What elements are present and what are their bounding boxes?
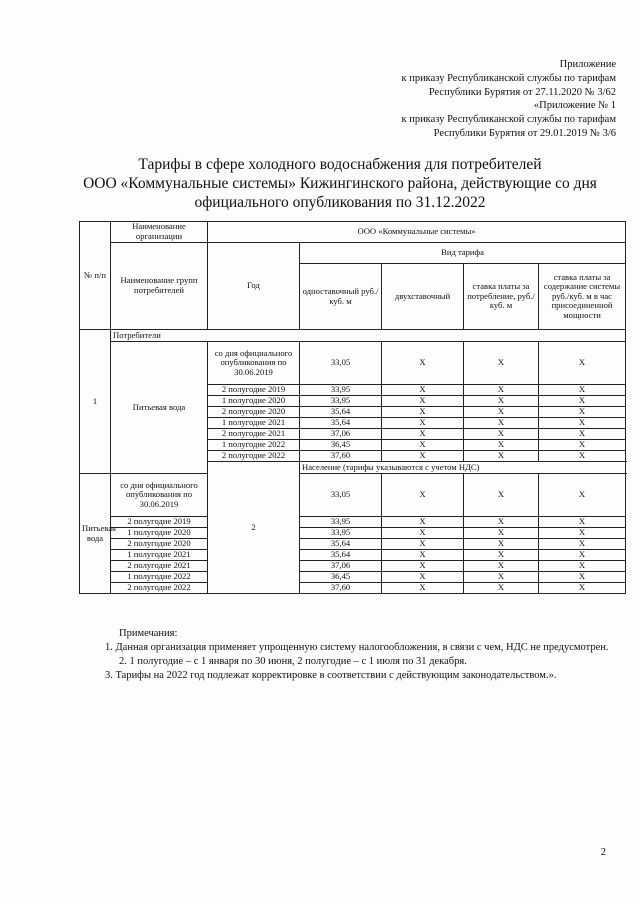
value-maintenance: Х xyxy=(539,451,626,462)
title-line: Тарифы в сфере холодного водоснабжения для потребителей xyxy=(138,156,542,173)
table-row xyxy=(80,550,626,561)
header-col-maintenance-rate: ставка платы за содержание системы руб./куб. м в час присоединенной мощности xyxy=(539,264,626,330)
value-single-rate: 36,45 xyxy=(300,440,382,451)
value-consumption: Х xyxy=(464,539,539,550)
consumer-group: Питьевая вода xyxy=(80,474,111,594)
notes-section xyxy=(99,627,624,683)
value-consumption: Х xyxy=(464,451,539,462)
section-label: Потребители xyxy=(111,330,626,342)
period: 2 полугодие 2022 xyxy=(111,583,208,594)
note-item: 2. 1 полугодие – с 1 января по 30 июня, 2 полугодие – с 1 июля по 31 декабря. xyxy=(119,656,467,667)
value-consumption: Х xyxy=(464,517,539,528)
value-maintenance: Х xyxy=(539,528,626,539)
value-maintenance: Х xyxy=(539,407,626,418)
value-maintenance: Х xyxy=(539,418,626,429)
value-maintenance: Х xyxy=(539,396,626,407)
value-two-rate: Х xyxy=(382,539,464,550)
period: 2 полугодие 2020 xyxy=(208,407,300,418)
value-two-rate: Х xyxy=(382,396,464,407)
header-num: № п/п xyxy=(80,222,111,330)
value-two-rate: Х xyxy=(382,342,464,385)
value-single-rate: 35,64 xyxy=(300,550,382,561)
header-line: Приложение xyxy=(559,59,616,70)
value-maintenance: Х xyxy=(539,517,626,528)
value-maintenance: Х xyxy=(539,572,626,583)
value-two-rate: Х xyxy=(382,517,464,528)
value-consumption: Х xyxy=(464,561,539,572)
period: 2 полугодие 2021 xyxy=(208,429,300,440)
value-two-rate: Х xyxy=(382,550,464,561)
value-single-rate: 33,05 xyxy=(300,474,382,517)
value-two-rate: Х xyxy=(382,583,464,594)
header-line: «Приложение № 1 xyxy=(533,100,616,112)
period: со дня официального опубликования по 30.06.2019 xyxy=(208,342,300,385)
consumer-group: Питьевая вода xyxy=(111,342,208,474)
value-consumption: Х xyxy=(464,407,539,418)
header-col-single-rate: одноставочный руб./ куб. м xyxy=(300,264,382,330)
value-consumption: Х xyxy=(464,572,539,583)
note-item: 1. Данная организация применяет упрощенную систему налогообложения, в связи с чем, НДС не предусмотрен. xyxy=(105,642,609,653)
section-num: 2 xyxy=(208,462,300,594)
period: 1 полугодие 2020 xyxy=(111,528,208,539)
value-maintenance: Х xyxy=(539,583,626,594)
period: 2 полугодие 2022 xyxy=(208,451,300,462)
value-maintenance: Х xyxy=(539,429,626,440)
header-line: к приказу Республиканской службы по тарифам xyxy=(401,114,616,126)
period: 1 полугодие 2022 xyxy=(208,440,300,451)
value-single-rate: 35,64 xyxy=(300,539,382,550)
table-row xyxy=(80,528,626,539)
header-col-consumption-rate: ставка платы за потребление, руб./ куб. м xyxy=(464,264,539,330)
value-single-rate: 33,95 xyxy=(300,385,382,396)
value-two-rate: Х xyxy=(382,407,464,418)
value-single-rate: 33,95 xyxy=(300,528,382,539)
value-consumption: Х xyxy=(464,583,539,594)
section-label: Население (тарифы указываются с учетом НДС) xyxy=(300,462,626,474)
value-maintenance: Х xyxy=(539,385,626,396)
value-two-rate: Х xyxy=(382,572,464,583)
page-number: 2 xyxy=(600,847,606,858)
value-two-rate: Х xyxy=(382,440,464,451)
value-single-rate: 37,06 xyxy=(300,561,382,572)
value-two-rate: Х xyxy=(382,429,464,440)
document-title xyxy=(60,155,620,212)
value-maintenance: Х xyxy=(539,539,626,550)
value-single-rate: 35,64 xyxy=(300,418,382,429)
value-two-rate: Х xyxy=(382,474,464,517)
table-row xyxy=(80,517,626,528)
value-two-rate: Х xyxy=(382,528,464,539)
period: со дня официального опубликования по 30.06.2019 xyxy=(111,474,208,517)
approval-header xyxy=(401,58,616,141)
table-row xyxy=(80,583,626,594)
notes-heading: Примечания: xyxy=(119,628,178,639)
value-maintenance: Х xyxy=(539,474,626,517)
header-org-value: ООО «Коммунальные системы» xyxy=(208,222,626,243)
value-consumption: Х xyxy=(464,474,539,517)
value-consumption: Х xyxy=(464,440,539,451)
table-row xyxy=(80,572,626,583)
header-org-label: Наименование организации xyxy=(111,222,208,243)
period: 1 полугодие 2021 xyxy=(208,418,300,429)
section-num: 1 xyxy=(80,330,111,474)
period: 1 полугодие 2021 xyxy=(111,550,208,561)
header-line: Республики Бурятия от 29.01.2019 № 3/6 xyxy=(433,127,616,139)
period: 1 полугодие 2020 xyxy=(208,396,300,407)
value-single-rate: 36,45 xyxy=(300,572,382,583)
value-maintenance: Х xyxy=(539,440,626,451)
value-maintenance: Х xyxy=(539,342,626,385)
value-maintenance: Х xyxy=(539,550,626,561)
value-single-rate: 35,64 xyxy=(300,407,382,418)
header-col-two-rate: двухставочный xyxy=(382,264,464,330)
value-consumption: Х xyxy=(464,528,539,539)
value-consumption: Х xyxy=(464,550,539,561)
header-year: Год xyxy=(208,243,300,330)
value-consumption: Х xyxy=(464,385,539,396)
title-line: официального опубликования по 31.12.2022 xyxy=(194,194,486,211)
header-tarif-type: Вид тарифа xyxy=(300,243,626,264)
value-consumption: Х xyxy=(464,396,539,407)
value-single-rate: 37,06 xyxy=(300,429,382,440)
period: 1 полугодие 2022 xyxy=(111,572,208,583)
value-single-rate: 33,95 xyxy=(300,396,382,407)
value-maintenance: Х xyxy=(539,561,626,572)
title-line: ООО «Коммунальные системы» Кижингинского района, действующие со дня xyxy=(83,175,597,192)
value-single-rate: 37,60 xyxy=(300,451,382,462)
value-two-rate: Х xyxy=(382,385,464,396)
period: 2 полугодие 2020 xyxy=(111,539,208,550)
period: 2 полугодие 2019 xyxy=(111,517,208,528)
value-single-rate: 37,60 xyxy=(300,583,382,594)
tariff-table xyxy=(79,221,626,594)
header-group: Наименование групп потребителей xyxy=(111,243,208,330)
value-two-rate: Х xyxy=(382,561,464,572)
value-two-rate: Х xyxy=(382,418,464,429)
header-line: к приказу Республиканской службы по тарифам xyxy=(401,72,616,84)
value-single-rate: 33,95 xyxy=(300,517,382,528)
table-row xyxy=(80,561,626,572)
value-consumption: Х xyxy=(464,418,539,429)
header-line: Республики Бурятия от 27.11.2020 № 3/62 xyxy=(428,86,616,98)
value-single-rate: 33,05 xyxy=(300,342,382,385)
note-item: 3. Тарифы на 2022 год подлежат корректировке в соответствии с действующим законодательством.». xyxy=(105,670,557,681)
value-two-rate: Х xyxy=(382,451,464,462)
value-consumption: Х xyxy=(464,342,539,385)
table-row xyxy=(80,539,626,550)
value-consumption: Х xyxy=(464,429,539,440)
period: 2 полугодие 2021 xyxy=(111,561,208,572)
period: 2 полугодие 2019 xyxy=(208,385,300,396)
